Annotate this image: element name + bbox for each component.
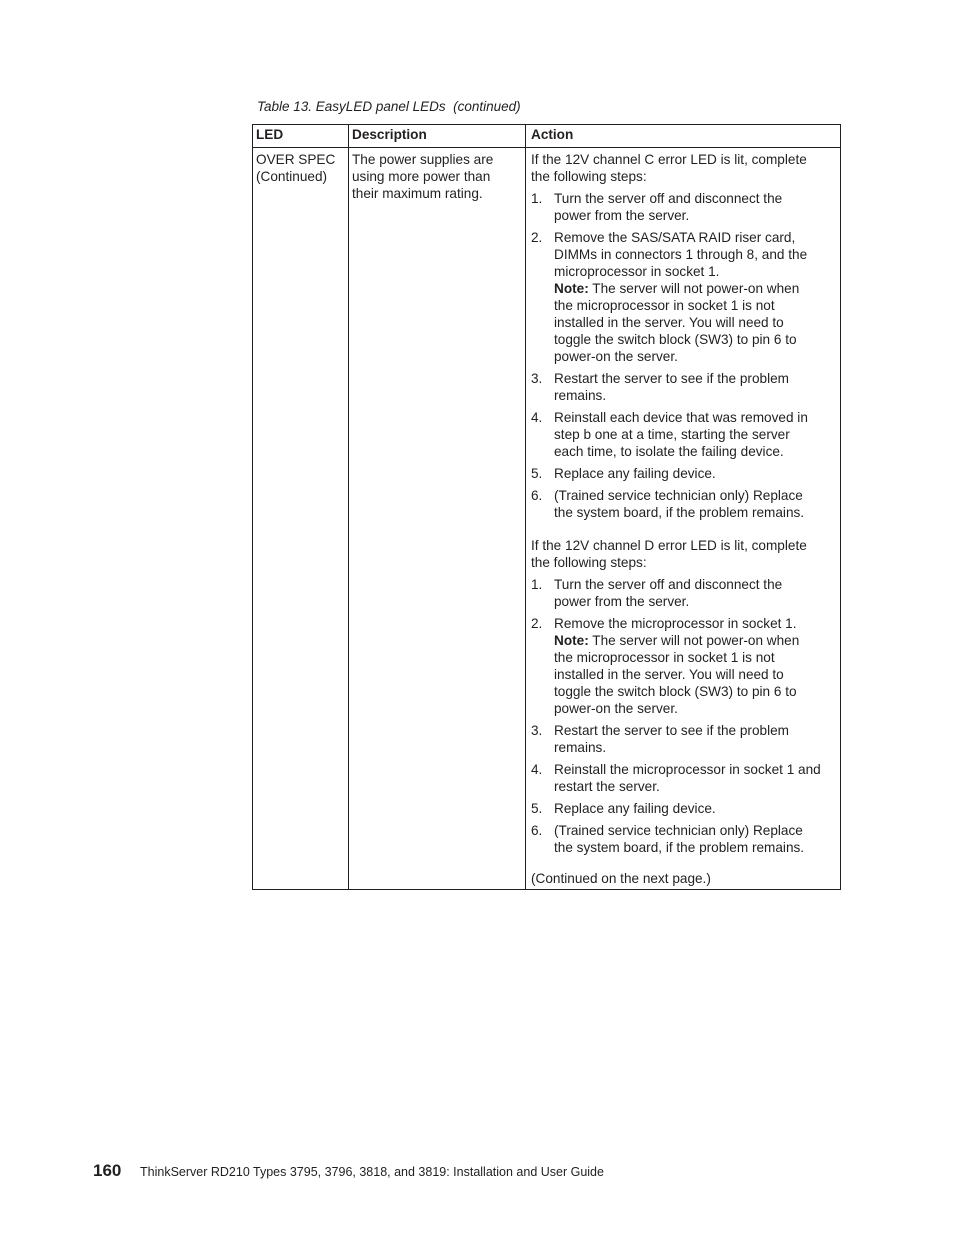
step-item (531, 722, 836, 756)
step-line: remains. (554, 388, 607, 403)
step-line: restart the server. (554, 779, 660, 794)
step-line: power from the server. (554, 208, 690, 223)
note-text: The server will not power-on when (588, 281, 800, 296)
step-line: Replace any failing device. (554, 801, 716, 816)
step-line: Turn the server off and disconnect the (554, 191, 783, 206)
action-cell (526, 148, 841, 890)
step-line: Restart the server to see if the problem (554, 723, 789, 738)
step-line: each time, to isolate the failing device. (554, 444, 784, 459)
steps-list (531, 576, 836, 856)
step-number: 3. (531, 371, 543, 386)
step-number: 3. (531, 723, 543, 738)
note-text: The server will not power-on when (588, 633, 800, 648)
easyled-table (252, 124, 841, 890)
led-name-line: OVER SPEC (256, 152, 336, 167)
intro-line: If the 12V channel D error LED is lit, complete (531, 538, 807, 553)
step-item (531, 576, 836, 610)
note-label: Note: (554, 633, 589, 648)
step-line: microprocessor in socket 1. (554, 264, 720, 279)
header-led: LED (253, 125, 349, 148)
step-item (531, 465, 836, 482)
note-line: installed in the server. You will need to (554, 315, 784, 330)
step-number: 4. (531, 762, 543, 777)
header-action: Action (526, 125, 841, 148)
description-cell (349, 148, 526, 890)
intro-line: If the 12V channel C error LED is lit, complete (531, 152, 807, 167)
step-line: remains. (554, 740, 607, 755)
note-line: the microprocessor in socket 1 is not (554, 298, 775, 313)
step-line: (Trained service technician only) Replace (554, 488, 803, 503)
step-line: step b one at a time, starting the server (554, 427, 790, 442)
step-item (531, 409, 836, 460)
led-cell (253, 148, 349, 890)
step-number: 2. (531, 230, 543, 245)
step-line: Reinstall each device that was removed in (554, 410, 808, 425)
step-number: 4. (531, 410, 543, 425)
step-line: power from the server. (554, 594, 690, 609)
description-line: using more power than (352, 169, 491, 184)
step-line: Restart the server to see if the problem (554, 371, 789, 386)
note-line: power-on the server. (554, 701, 678, 716)
step-number: 6. (531, 823, 543, 838)
footer-title: ThinkServer RD210 Types 3795, 3796, 3818, and 3819: Installation and User Guide (140, 1165, 604, 1179)
action-block-channel-d (531, 537, 836, 856)
step-line: Turn the server off and disconnect the (554, 577, 783, 592)
note-line: power-on the server. (554, 349, 678, 364)
step-line: Reinstall the microprocessor in socket 1 and (554, 762, 821, 777)
description-line: their maximum rating. (352, 186, 483, 201)
action-intro (531, 151, 836, 185)
page-footer (93, 1161, 604, 1181)
step-number: 6. (531, 488, 543, 503)
step-number: 5. (531, 801, 543, 816)
step-item (531, 190, 836, 224)
action-block-channel-c (531, 151, 836, 521)
step-item (531, 800, 836, 817)
step-number: 1. (531, 577, 543, 592)
step-line: DIMMs in connectors 1 through 8, and the (554, 247, 808, 262)
action-intro (531, 537, 836, 571)
step-item (531, 822, 836, 856)
continued-note: (Continued on the next page.) (531, 871, 711, 886)
step-line: (Trained service technician only) Replace (554, 823, 803, 838)
steps-list (531, 190, 836, 521)
note-line: toggle the switch block (SW3) to pin 6 to (554, 684, 797, 699)
step-number: 1. (531, 191, 543, 206)
page-number: 160 (93, 1161, 122, 1180)
note-line: toggle the switch block (SW3) to pin 6 to (554, 332, 797, 347)
intro-line: the following steps: (531, 169, 647, 184)
step-line: Replace any failing device. (554, 466, 716, 481)
header-description: Description (349, 125, 526, 148)
note-line: the microprocessor in socket 1 is not (554, 650, 775, 665)
step-item (531, 487, 836, 521)
step-item (531, 229, 836, 365)
step-item (531, 615, 836, 717)
led-name-line: (Continued) (256, 169, 328, 184)
step-line: the system board, if the problem remains. (554, 840, 805, 855)
step-line: Remove the microprocessor in socket 1. (554, 616, 797, 631)
step-line: Remove the SAS/SATA RAID riser card, (554, 230, 796, 245)
note-line (554, 632, 836, 649)
note-line (554, 280, 836, 297)
table-row (253, 148, 841, 890)
note-label: Note: (554, 281, 589, 296)
table-header-row (253, 125, 841, 148)
step-number: 2. (531, 616, 543, 631)
intro-line: the following steps: (531, 555, 647, 570)
step-line: the system board, if the problem remains. (554, 505, 805, 520)
note-line: installed in the server. You will need to (554, 667, 784, 682)
step-number: 5. (531, 466, 543, 481)
description-line: The power supplies are (352, 152, 494, 167)
step-item (531, 761, 836, 795)
table-caption: Table 13. EasyLED panel LEDs (continued) (257, 99, 521, 114)
step-item (531, 370, 836, 404)
